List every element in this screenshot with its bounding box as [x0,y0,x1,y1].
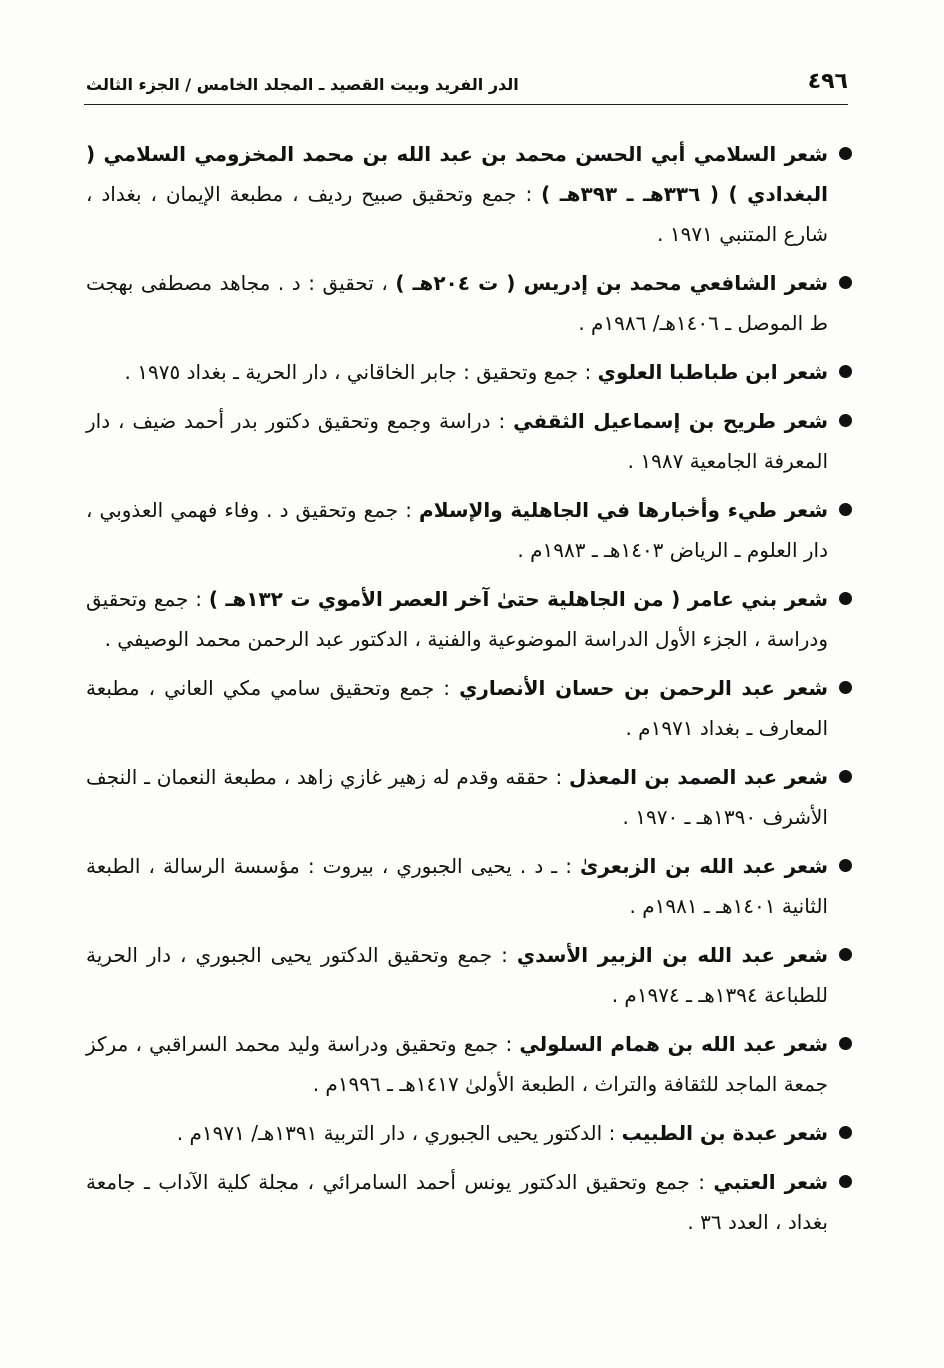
bullet-icon [839,1037,852,1050]
entry-details: : جمع وتحقيق د . وفاء فهمي العذوبي ، دار العلوم ـ الرياض ١٤٠٣هـ ـ ١٩٨٣م . [86,498,828,562]
entry-details: : جمع وتحقيق سامي مكي العاني ، مطبعة المعارف ـ بغداد ١٩٧١م . [86,676,828,740]
header-rule [84,104,848,105]
bullet-icon [839,1126,852,1139]
entry-details: : الدكتور يحيى الجبوري ، دار التربية ١٣٩١هـ/ ١٩٧١م . [176,1121,616,1145]
entry-title: شعر طيء وأخبارها في الجاهلية والإسلام [419,498,828,522]
entry-details: : جمع وتحقيق ودراسة وليد محمد السراقبي ، مركز جمعة الماجد للثقافة والتراث ، الطبعة الأولىٰ ١٤١٧هـ ـ ١٩٩٦م . [86,1032,828,1096]
bullet-icon [839,147,852,160]
bullet-icon [839,503,852,516]
bibliography-entry [86,579,852,659]
bibliography-entry [86,1024,852,1104]
entry-details: : ـ د . يحيى الجبوري ، بيروت : مؤسسة الرسالة ، الطبعة الثانية ١٤٠١هـ ـ ١٩٨١م . [86,854,828,918]
bullet-icon [839,276,852,289]
bullet-icon [839,1175,852,1188]
bullet-icon [839,681,852,694]
bibliography-entry [86,668,852,748]
entry-title: شعر الشافعي محمد بن إدريس ( ت ٢٠٤هـ ) [395,271,829,295]
bibliography-entry [86,757,852,837]
entry-title: شعر عبد الصمد بن المعذل [569,765,829,789]
bibliography-entry [86,401,852,481]
page-header [86,56,848,98]
entry-title: شعر عبدة بن الطبيب [621,1121,828,1145]
bullet-icon [839,414,852,427]
entry-details: : جمع وتحقيق الدكتور يحيى الجبوري ، دار الحرية للطباعة ١٣٩٤هـ ـ ١٩٧٤م . [86,943,828,1007]
entry-title: شعر عبد الرحمن بن حسان الأنصاري [459,676,829,700]
bibliography-entry [86,846,852,926]
bullet-icon [839,365,852,378]
entry-title: شعر السلامي أبي الحسن محمد بن عبد الله بن محمد المخزومي السلامي ( البغدادي ) ( ٣٣٦هـ ـ ٣٩٣هـ ) [86,142,828,206]
entry-title: شعر ابن طباطبا العلوي [597,360,828,384]
running-title: الدر الفريد وبيت القصيد ـ المجلد الخامس / الجزء الثالث [86,75,519,94]
bibliography-entry [86,352,852,392]
entry-details: : جمع وتحقيق : جابر الخاقاني ، دار الحرية ـ بغداد ١٩٧٥ . [124,360,592,384]
entry-title: شعر بني عامر ( من الجاهلية حتىٰ آخر العصر الأموي ت ١٣٢هـ ) [208,587,828,611]
page-number: ٤٩٦ [807,69,848,94]
entry-title: شعر العتبي [713,1170,829,1194]
bibliography-entry [86,935,852,1015]
bibliography-entry [86,263,852,343]
entry-details: : حققه وقدم له زهير غازي زاهد ، مطبعة النعمان ـ النجف الأشرف ١٣٩٠هـ ـ ١٩٧٠ . [86,765,828,829]
bibliography-entry [86,490,852,570]
entry-details: : دراسة وجمع وتحقيق دكتور بدر أحمد ضيف ، دار المعرفة الجامعية ١٩٨٧ . [86,409,828,473]
bullet-icon [839,948,852,961]
bibliography-entry [86,134,852,254]
entry-details: : جمع وتحقيق الدكتور يونس أحمد السامرائي ، مجلة كلية الآداب ـ جامعة بغداد ، العدد ٣٦ . [86,1170,828,1234]
bibliography-entry [86,1162,852,1242]
bibliography-entry [86,1113,852,1153]
bullet-icon [839,592,852,605]
entry-details: : جمع وتحقيق ودراسة ، الجزء الأول الدراسة الموضوعية والفنية ، الدكتور عبد الرحمن محمد الوصيفي . [86,587,828,651]
bullet-icon [839,770,852,783]
entry-details: ، تحقيق : د . مجاهد مصطفى بهجت ط الموصل ـ ١٤٠٦هـ/ ١٩٨٦م . [86,271,828,335]
entry-title: شعر عبد الله بن الزبير الأسدي [516,943,828,967]
entry-title: شعر طريح بن إسماعيل الثقفي [513,409,828,433]
bullet-icon [839,859,852,872]
entry-title: شعر عبد الله بن الزبعرىٰ [580,854,829,878]
entry-title: شعر عبد الله بن همام السلولي [519,1032,828,1056]
entry-details: : جمع وتحقيق صبيح رديف ، مطبعة الإيمان ، بغداد ، شارع المتنبي ١٩٧١ . [86,182,828,246]
bibliography-list [86,134,852,1251]
